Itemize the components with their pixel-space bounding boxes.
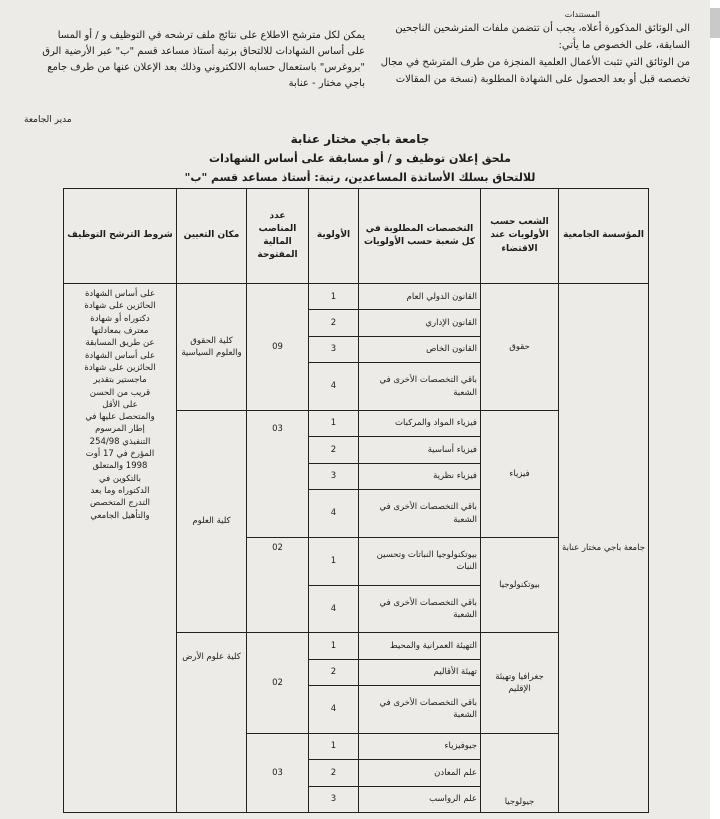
positions-table [63, 188, 649, 813]
condition-line: المؤرخ في 17 أوت [85, 449, 155, 460]
branch-cell: جغرافيا وتهيئة الإقليم [481, 633, 559, 734]
condition-line: 1998 والمتعلق [92, 461, 148, 472]
viewer-edge [710, 0, 720, 819]
signoff: مدير الجامعة [24, 115, 72, 125]
specialty-cell: بيوتكنولوجيا النباتات وتحسين النبات [359, 537, 481, 585]
title-line: ملحق إعلان توظيف و / أو مسابقة على أساس الشهادات [209, 152, 511, 165]
priority-cell: 3 [309, 463, 359, 489]
branch-cell: فيزياء [481, 410, 559, 537]
header-right-line: تخصصه قبل أو بعد الحصول على الشهادة المطلوبة (نسخة من المقالات [395, 74, 690, 85]
specialty-cell: باقي التخصصات الأخرى في الشعبة [359, 363, 481, 411]
specialty-cell: التهيئة العمرانية والمحيط [359, 633, 481, 659]
header-priority: الأولوية [309, 189, 359, 284]
branch-cell: جيولوجيا [481, 733, 559, 812]
location-cell: كلية علوم الأرض [177, 633, 247, 813]
condition-line: والتأهيل الجامعي [90, 510, 150, 521]
specialty-cell: فيزياء أساسية [359, 437, 481, 463]
header-right-line: المستندات [564, 10, 600, 19]
specialty-cell: باقي التخصصات الأخرى في الشعبة [359, 686, 481, 734]
condition-line: قريب من الحسن [89, 387, 151, 398]
condition-line: الحائزين على شهادة [84, 301, 156, 312]
condition-line: معترف بمعادلتها [91, 325, 149, 336]
header-right-line: من الوثائق التي تثبت الأعمال العلمية المنجزة من طرف المترشح في مجال [380, 57, 690, 68]
condition-line: عن طريق المسابقة [85, 338, 155, 349]
header-location: مكان التعيين [177, 189, 247, 284]
title-line: للالتحاق بسلك الأساتذة المساعدين، رتبة: أستاذ مساعد قسم "ب" [184, 171, 536, 184]
condition-line: على أساس الشهادة [84, 289, 156, 299]
specialty-cell: باقي التخصصات الأخرى في الشعبة [359, 585, 481, 633]
header-right-paragraph [345, 10, 690, 88]
positions-cell: 02 [247, 537, 309, 632]
institution-cell: جامعة باجي مختار عنابة [559, 284, 649, 813]
table-row [64, 284, 649, 310]
positions-cell: 03 [247, 733, 309, 812]
viewer-tab [710, 8, 720, 38]
header-left-line: على أساس الشهادات للالتحاق برتبة أستاذ مساعد قسم "ب" عبر الأرضية الرق [42, 46, 365, 57]
condition-line: الدكتوراه وما بعد [90, 486, 150, 496]
condition-line: والمتحصل عليها في [85, 412, 155, 423]
header-left-line: يمكن لكل مترشح الاطلاع على نتائج ملف ترشحه في التوظيف و / أو المسا [57, 30, 365, 41]
condition-line: الحائزين على شهادة [84, 362, 156, 373]
specialty-cell: القانون الدولي العام [359, 284, 481, 310]
condition-line: بالتكوين في [99, 473, 141, 484]
positions-cell: 02 [247, 633, 309, 734]
priority-cell: 4 [309, 686, 359, 734]
priority-cell: 1 [309, 284, 359, 310]
priority-cell: 2 [309, 437, 359, 463]
branch-cell: حقوق [481, 284, 559, 411]
header-left-paragraph [20, 28, 365, 92]
header-conditions: شروط الترشح التوظيف [64, 189, 177, 284]
condition-line: التنفيذي 254/98 [89, 436, 151, 447]
specialty-cell: القانون الإداري [359, 310, 481, 336]
header-institution: المؤسسة الجامعية [559, 189, 649, 284]
specialty-cell: تهيئة الأقاليم [359, 659, 481, 685]
priority-cell: 2 [309, 760, 359, 786]
conditions-cell [64, 284, 177, 813]
positions-cell: 03 [247, 410, 309, 537]
specialty-cell: القانون الخاص [359, 336, 481, 362]
specialty-cell: فيزياء المواد والمركبات [359, 410, 481, 436]
condition-line: التدرج المتخصص [90, 498, 150, 509]
specialty-cell: فيزياء نظرية [359, 463, 481, 489]
header-left-line: "بروغرس" باستعمال حسابه الالكتروني وذلك بعد الإعلان عنها من طرف جامع [47, 62, 365, 73]
specialty-cell: علم المعادن [359, 760, 481, 786]
header-specialties: التخصصات المطلوبة في كل شعبة حسب الأولويات [359, 189, 481, 284]
priority-cell: 4 [309, 585, 359, 633]
table-header-row [64, 189, 649, 284]
header-branch: الشعب حسب الأولويات عند الاقتضاء [481, 189, 559, 284]
condition-line: إطار المرسوم [95, 424, 145, 435]
priority-cell: 4 [309, 490, 359, 538]
location-cell: كلية العلوم [177, 410, 247, 632]
priority-cell: 2 [309, 659, 359, 685]
condition-line: على أساس الشهادة [84, 350, 156, 361]
positions-cell: 09 [247, 284, 309, 411]
priority-cell: 1 [309, 633, 359, 659]
annex-title [100, 130, 620, 187]
header-right-line: الى الوثائق المذكورة أعلاه، يجب أن تتضمن ملفات المترشحين الناجحين [395, 23, 690, 34]
specialty-cell: جيوفيزياء [359, 733, 481, 759]
priority-cell: 1 [309, 537, 359, 585]
priority-cell: 1 [309, 733, 359, 759]
header-left-line: باجي مختار - عنابة [288, 78, 365, 89]
specialty-cell: علم الرواسب [359, 786, 481, 813]
condition-line: دكتوراه أو شهادة [90, 313, 150, 324]
priority-cell: 1 [309, 410, 359, 436]
condition-line: على الأقل [102, 399, 138, 410]
priority-cell: 2 [309, 310, 359, 336]
header-right-line: السابقة، على الخصوص ما يأتي: [558, 40, 690, 51]
location-cell: كلية الحقوق والعلوم السياسية [177, 284, 247, 411]
priority-cell: 3 [309, 786, 359, 813]
condition-line: ماجستير بتقدير [93, 375, 147, 386]
priority-cell: 3 [309, 336, 359, 362]
priority-cell: 4 [309, 363, 359, 411]
header-positions: عدد المناصب المالية المفتوحة [247, 189, 309, 284]
title-line: جامعة باجي مختار عنابة [290, 132, 430, 146]
specialty-cell: باقي التخصصات الأخرى في الشعبة [359, 490, 481, 538]
branch-cell: بيوتكنولوجيا [481, 537, 559, 632]
